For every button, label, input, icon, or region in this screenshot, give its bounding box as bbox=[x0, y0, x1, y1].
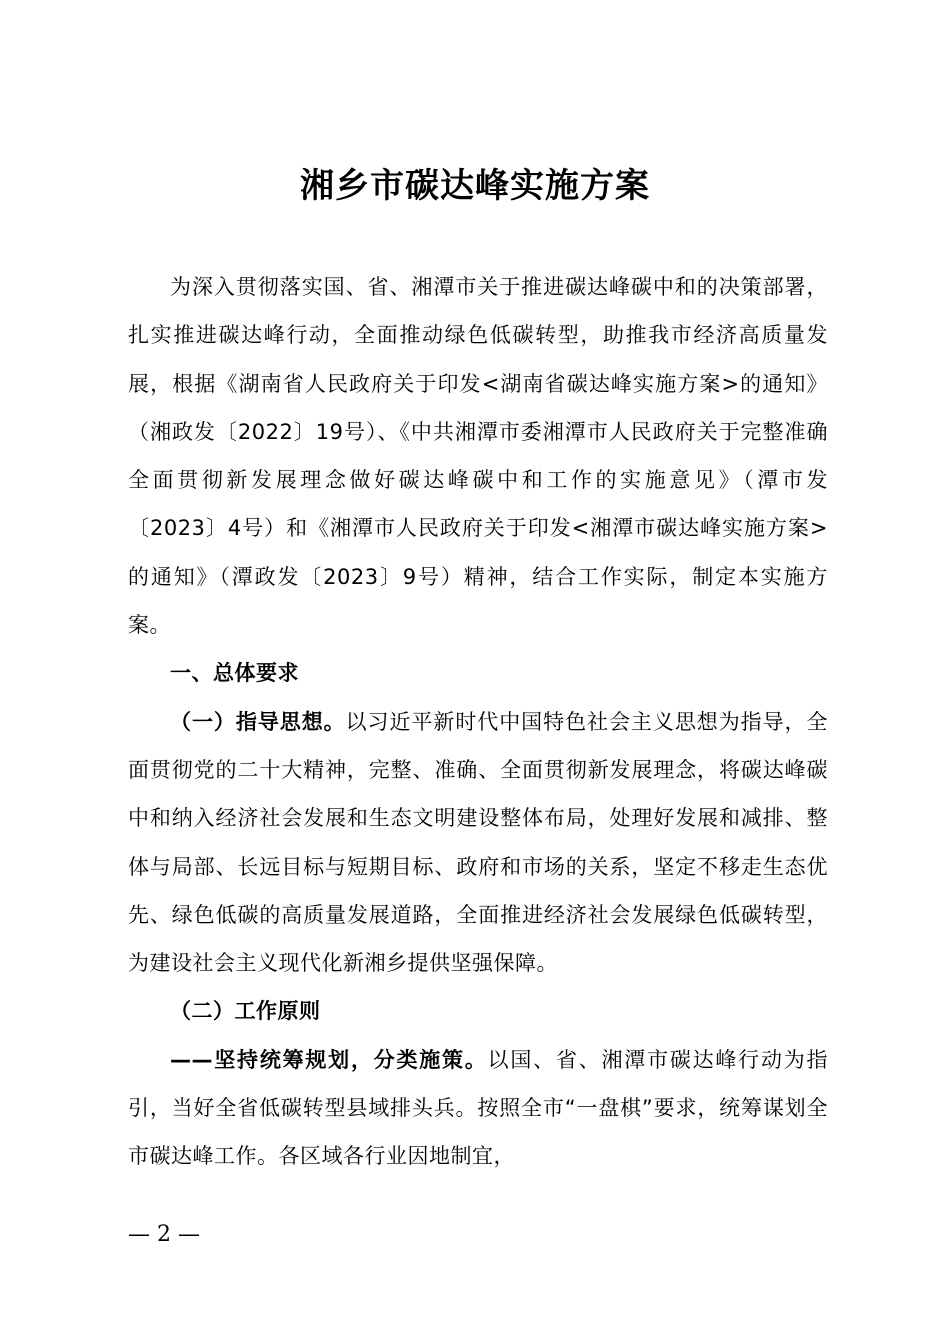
document-title: 湘乡市碳达峰实施方案 bbox=[300, 166, 650, 206]
principle-paragraph bbox=[128, 1036, 828, 1181]
page-number: — 2 — bbox=[128, 1222, 200, 1247]
intro-paragraph: 为深入贯彻落实国、省、湘潭市关于推进碳达峰碳中和的决策部署，扎实推进碳达峰行动，全面推动绿色低碳转型，助推我市经济高质量发展，根据《湖南省人民政府关于印发<湖南省碳达峰实施方案>的通知》（湘政发〔2022〕19号）、《中共湘潭市委湘潭市人民政府关于完整准确全面贯彻新发展理念做好碳达峰碳中和工作的实施意见》（潭市发〔2023〕4号）和《湘潭市人民政府关于印发<湘潭市碳达峰实施方案>的通知》（潭政发〔2023〕9号）精神，结合工作实际，制定本实施方案。 bbox=[128, 275, 828, 638]
principle-label: ——坚持统筹规划，分类施策。 bbox=[170, 1047, 488, 1072]
principle-text: 以国、省、湘潭市碳达峰行动为指引，当好全省低碳转型县域排头兵。按照全市“一盘棋”要求，统筹谋划全市碳达峰工作。各区域各行业因地制宜， bbox=[128, 1047, 829, 1169]
document-body bbox=[128, 263, 828, 1181]
guiding-ideology-text: 以习近平新时代中国特色社会主义思想为指导，全面贯彻党的二十大精神，完整、准确、全面贯彻新发展理念，将碳达峰碳中和纳入经济社会发展和生态文明建设整体布局，处理好发展和减排、整体与局部、长远目标与短期目标、政府和市场的关系，坚定不移走生态优先、绿色低碳的高质量发展道路，全面推进经济社会发展绿色低碳转型，为建设社会主义现代化新湘乡提供坚强保障。 bbox=[128, 709, 829, 976]
section-heading-overall-requirements: 一、总体要求 bbox=[170, 661, 299, 686]
guiding-ideology-paragraph bbox=[128, 698, 828, 988]
guiding-ideology-label: （一）指导思想。 bbox=[170, 709, 346, 734]
section-heading-work-principles: （二）工作原则 bbox=[170, 999, 321, 1024]
